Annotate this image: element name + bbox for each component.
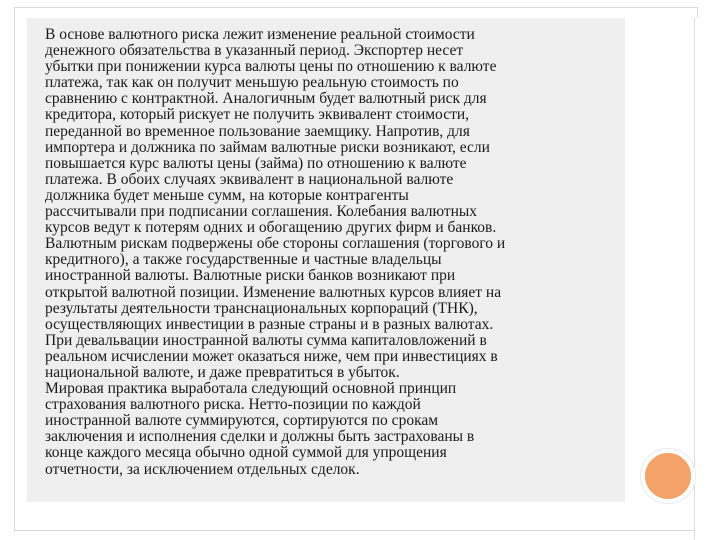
text-line: При девальвации иностранной валюты сумма капиталовложений в	[45, 331, 487, 349]
decorative-circle	[641, 449, 695, 503]
text-line: кредитного), а также государственные и частные владельцы	[45, 251, 442, 269]
text-line: курсов ведут к потерям одних и обогащению других фирм и банков.	[45, 219, 497, 237]
text-line: платежа. В обоих случаях эквивалент в национальной валюте	[45, 170, 454, 188]
text-line: отчетности, за исключением отдельных сделок.	[45, 460, 360, 478]
text-line: иностранной валюте суммируются, сортируются по срокам	[45, 412, 439, 430]
text-line: рассчитывали при подписании соглашения. Колебания валютных	[45, 203, 478, 221]
text-line: Валютным рискам подвержены обе стороны соглашения (торгового и	[45, 235, 506, 253]
text-line: сравнению с контрактной. Аналогичным будет валютный риск для	[45, 90, 487, 108]
text-line: В основе валютного риска лежит изменение реальной стоимости	[45, 26, 475, 43]
text-line: осуществляющих инвестиции в разные страны и в разных валютах.	[45, 315, 494, 333]
text-line: результаты деятельности транснациональных корпораций (ТНК),	[45, 299, 478, 317]
text-line: Мировая практика выработала следующий основной принцип	[45, 380, 457, 398]
text-line: конце каждого месяца обычно одной суммой для упрощения	[45, 444, 447, 462]
text-line: убытки при понижении курса валюты цены по отношению к валюте	[45, 58, 497, 76]
text-line: заключения и исполнения сделки и должны быть застрахованы в	[45, 428, 475, 446]
text-line: повышается курс валюты цены (займа) по отношению к валюте	[45, 154, 467, 172]
text-line: иностранной валюты. Валютные риски банков возникают при	[45, 267, 456, 285]
text-line: импортера и должника по займам валютные риски возникают, если	[45, 138, 490, 156]
text-line: реальном исчислении может оказаться ниже, чем при инвестициях в	[45, 347, 498, 365]
text-line: денежного обязательства в указанный период. Экспортер несет	[45, 42, 464, 60]
body-text	[45, 27, 625, 478]
text-line: национальной валюте, и даже превратиться в убыток.	[45, 363, 400, 381]
text-line: кредитора, который рискует не получить эквивалент стоимости,	[45, 106, 470, 124]
text-line: должника будет меньше сумм, на которые контрагенты	[45, 186, 409, 204]
side-tab-strip	[694, 18, 720, 540]
text-line: переданной во временное пользование заемщику. Напротив, для	[45, 122, 470, 140]
text-line: страхования валютного риска. Нетто-позиции по каждой	[45, 396, 421, 414]
text-line: платежа, так как он получит меньшую реальную стоимость по	[45, 74, 459, 92]
text-line: открытой валютной позиции. Изменение валютных курсов влияет на	[45, 283, 502, 301]
